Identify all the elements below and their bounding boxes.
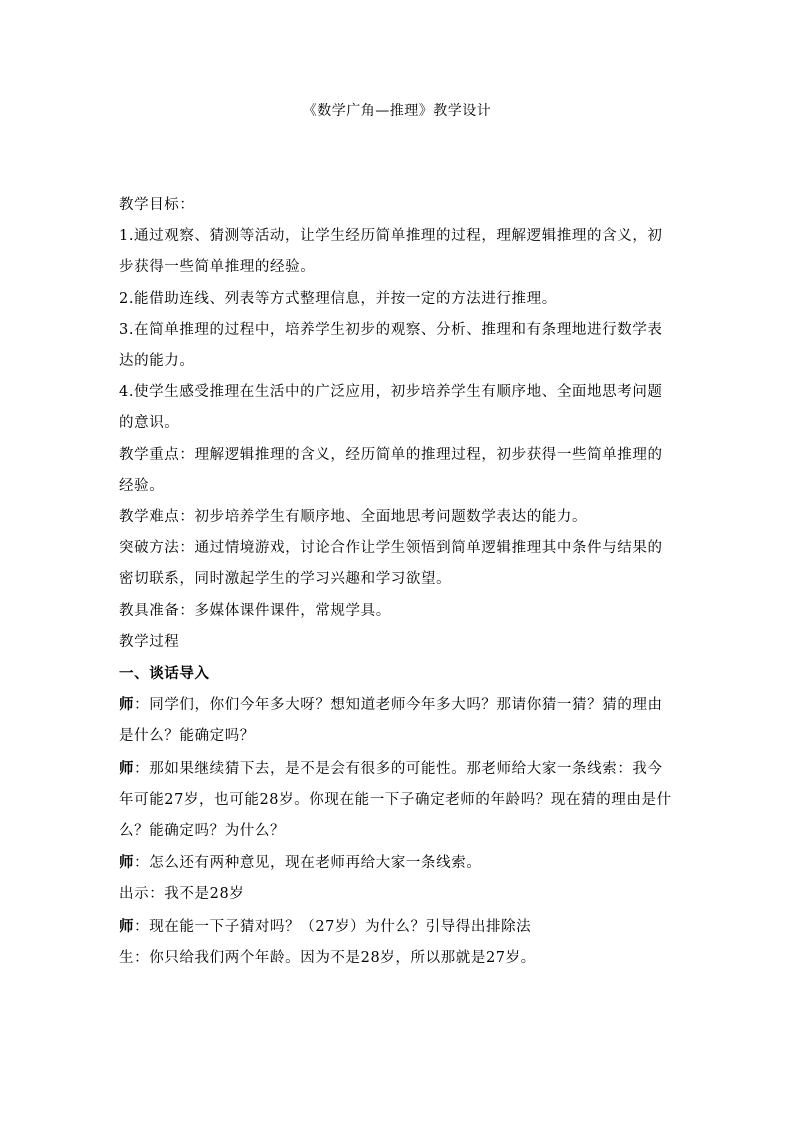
- dialogue-line: [119, 753, 675, 848]
- speaker-label: 出示: [119, 886, 150, 903]
- objectives-heading: 教学目标：: [119, 197, 195, 213]
- speaker-label: 师: [119, 917, 135, 935]
- speaker-label: 师: [119, 696, 135, 714]
- dialogue-line: [119, 911, 675, 943]
- key-points: 教学重点：理解逻辑推理的含义，经历简单的推理过程，初步获得一些简单推理的经验。: [119, 446, 663, 494]
- dialogue-text: 那如果继续猜下去，是不是会有很多的可能性。那老师给大家一条线索：我今年可能27岁，也可能28岁。你现在能一下子确定老师的年龄吗？现在猜的理由是什么？能确定吗？为什么？: [119, 760, 672, 840]
- difficulties: 教学难点：初步培养学生有顺序地、全面地思考问题数学表达的能力。: [119, 509, 588, 526]
- document-title: 《数学广角—推理》教学设计: [302, 103, 492, 119]
- objective-item-4: 4.使学生感受推理在生活中的广泛应用，初步培养学生有顺序地、全面地思考问题的意识。: [119, 384, 663, 432]
- teaching-materials: 教具准备：多媒体课件课件，常规学具。: [119, 602, 391, 619]
- speaker-separator: ：: [134, 949, 150, 966]
- dialogue-text: 同学们，你们今年多大呀？想知道老师今年多大吗？那请你猜一猜？猜的理由是什么？能确定吗？: [119, 697, 663, 745]
- speaker-label: 师: [119, 854, 135, 872]
- speaker-separator: ：: [149, 886, 165, 903]
- dialogue-line: [119, 689, 675, 752]
- dialogue-line: [119, 943, 675, 974]
- speaker-separator: ：: [134, 918, 150, 935]
- speaker-label: 生: [119, 949, 135, 966]
- dialogue-line: [119, 847, 675, 879]
- dialogue-text: 你只给我们两个年龄。因为不是28岁，所以那就是27岁。: [149, 949, 536, 966]
- dialogue-text: 现在能一下子猜对吗？（27岁）为什么？引导得出排除法: [149, 918, 532, 935]
- process-heading: 教学过程: [119, 633, 180, 650]
- speaker-separator: ：: [134, 760, 150, 777]
- speaker-label: 师: [119, 759, 135, 777]
- objective-item-2: 2.能借助连线、列表等方式整理信息，并按一定的方法进行推理。: [119, 290, 557, 307]
- section-1-heading: 一、谈话导入: [119, 665, 210, 683]
- dialogue-text: 我不是28岁: [164, 886, 245, 903]
- objective-item-1: 1.通过观察、猜测等活动，让学生经历简单推理的过程，理解逻辑推理的含义，初步获得一些简单推理的经验。: [119, 228, 663, 276]
- dialogue-line: [119, 879, 675, 910]
- speaker-separator: ：: [134, 697, 150, 714]
- breakthrough-method: 突破方法：通过情境游戏，讨论合作让学生领悟到简单逻辑推理其中条件与结果的密切联系，同时激起学生的学习兴趣和学习欲望。: [119, 540, 663, 588]
- document-body: [119, 190, 675, 974]
- speaker-separator: ：: [134, 855, 150, 872]
- objective-item-3: 3.在简单推理的过程中，培养学生初步的观察、分析、推理和有条理地进行数学表达的能力。: [119, 321, 663, 370]
- dialogue-text: 怎么还有两种意见，现在老师再给大家一条线索。: [149, 855, 482, 872]
